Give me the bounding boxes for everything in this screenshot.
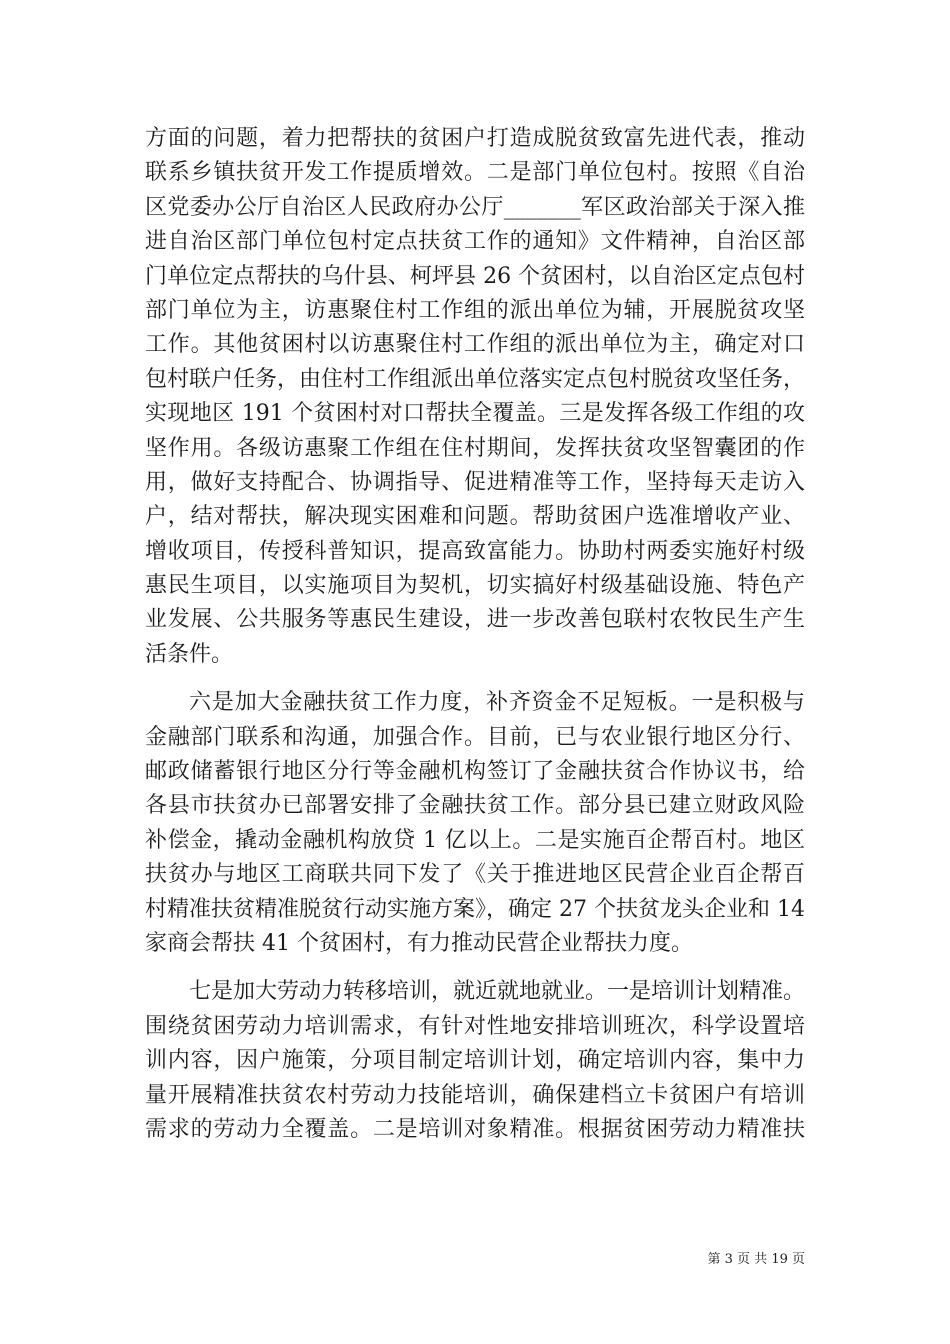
text-line: 需求的劳动力全覆盖。二是培训对象精准。根据贫困劳动力精准扶 — [145, 1116, 805, 1142]
text-line: 包村联户任务，由住村工作组派出单位落实定点包村脱贫攻坚任务， — [145, 366, 806, 392]
text-line: 惠民生项目，以实施项目为契机，切实搞好村级基础设施、特色产 — [145, 573, 805, 599]
text-line: 家商会帮扶 41 个贫困村，有力推动民营企业帮扶力度。 — [145, 930, 693, 956]
text-line: 邮政储蓄银行地区分行等金融机构签订了金融扶贫合作协议书，给 — [145, 759, 805, 785]
paragraph-2 — [145, 686, 805, 961]
text-line: 联系乡镇扶贫开发工作提质增效。二是部门单位包村。按照《自治 — [145, 160, 805, 186]
text-line: 量开展精准扶贫农村劳动力技能培训，确保建档立卡贫困户有培训 — [145, 1082, 805, 1108]
text-line: 方面的问题，着力把帮扶的贫困户打造成脱贫致富先进代表，推动 — [145, 126, 805, 151]
text-line: 坚作用。各级访惠聚工作组在住村期间，发挥扶贫攻坚智囊团的作 — [145, 435, 805, 461]
text-line: 活条件。 — [145, 641, 234, 667]
text-line: 业发展、公共服务等惠民生建设，进一步改善包联村农牧民生产生 — [145, 607, 805, 633]
text-line: 金融部门联系和沟通，加强合作。目前，已与农业银行地区分行、 — [145, 724, 805, 750]
text-line: 扶贫办与地区工商联共同下发了《关于推进地区民营企业百企帮百 — [145, 862, 805, 888]
text-line: 进自治区部门单位包村定点扶贫工作的通知》文件精神，自治区部 — [145, 229, 805, 255]
text-line: 训内容，因户施策，分项目制定培训计划，确定培训内容，集中力 — [145, 1048, 805, 1074]
paragraph-1 — [145, 122, 805, 672]
text-line: 增收项目，传授科普知识，提高致富能力。协助村两委实施好村级 — [145, 538, 805, 564]
text-line: 门单位定点帮扶的乌什县、柯坪县 26 个贫困村，以自治区定点包村 — [145, 263, 805, 289]
text-line: 用，做好支持配合、协调指导、促进精准等工作，坚持每天走访入 — [145, 469, 805, 495]
body-text — [145, 122, 805, 1147]
page-number-footer: 第 3 页 共 19 页 — [707, 1252, 805, 1267]
text-line: 七是加大劳动力转移培训，就近就地就业。一是培训计划精准。 — [189, 979, 806, 1005]
text-line: 村精准扶贫精准脱贫行动实施方案》，确定 27 个扶贫龙头企业和 14 — [145, 896, 805, 922]
text-line: 围绕贫困劳动力培训需求，有针对性地安排培训班次，科学设置培 — [145, 1013, 805, 1039]
text-line: 户，结对帮扶，解决现实困难和问题。帮助贫困户选准增收产业、 — [145, 504, 805, 530]
text-line: 各县市扶贫办已部署安排了金融扶贫工作。部分县已建立财政风险 — [145, 793, 805, 819]
text-line: 实现地区 191 个贫困村对口帮扶全覆盖。三是发挥各级工作组的攻 — [145, 401, 805, 427]
paragraph-3 — [145, 975, 805, 1147]
text-line: 区党委办公厅自治区人民政府办公厅_______军区政治部关于深入推 — [145, 194, 805, 220]
text-line: 补偿金，撬动金融机构放贷 1 亿以上。二是实施百企帮百村。地区 — [145, 827, 805, 853]
text-line: 工作。其他贫困村以访惠聚住村工作组的派出单位为主，确定对口 — [145, 332, 805, 358]
text-line: 六是加大金融扶贫工作力度，补齐资金不足短板。一是积极与 — [189, 690, 805, 716]
text-line: 部门单位为主，访惠聚住村工作组的派出单位为辅，开展脱贫攻坚 — [145, 297, 805, 323]
